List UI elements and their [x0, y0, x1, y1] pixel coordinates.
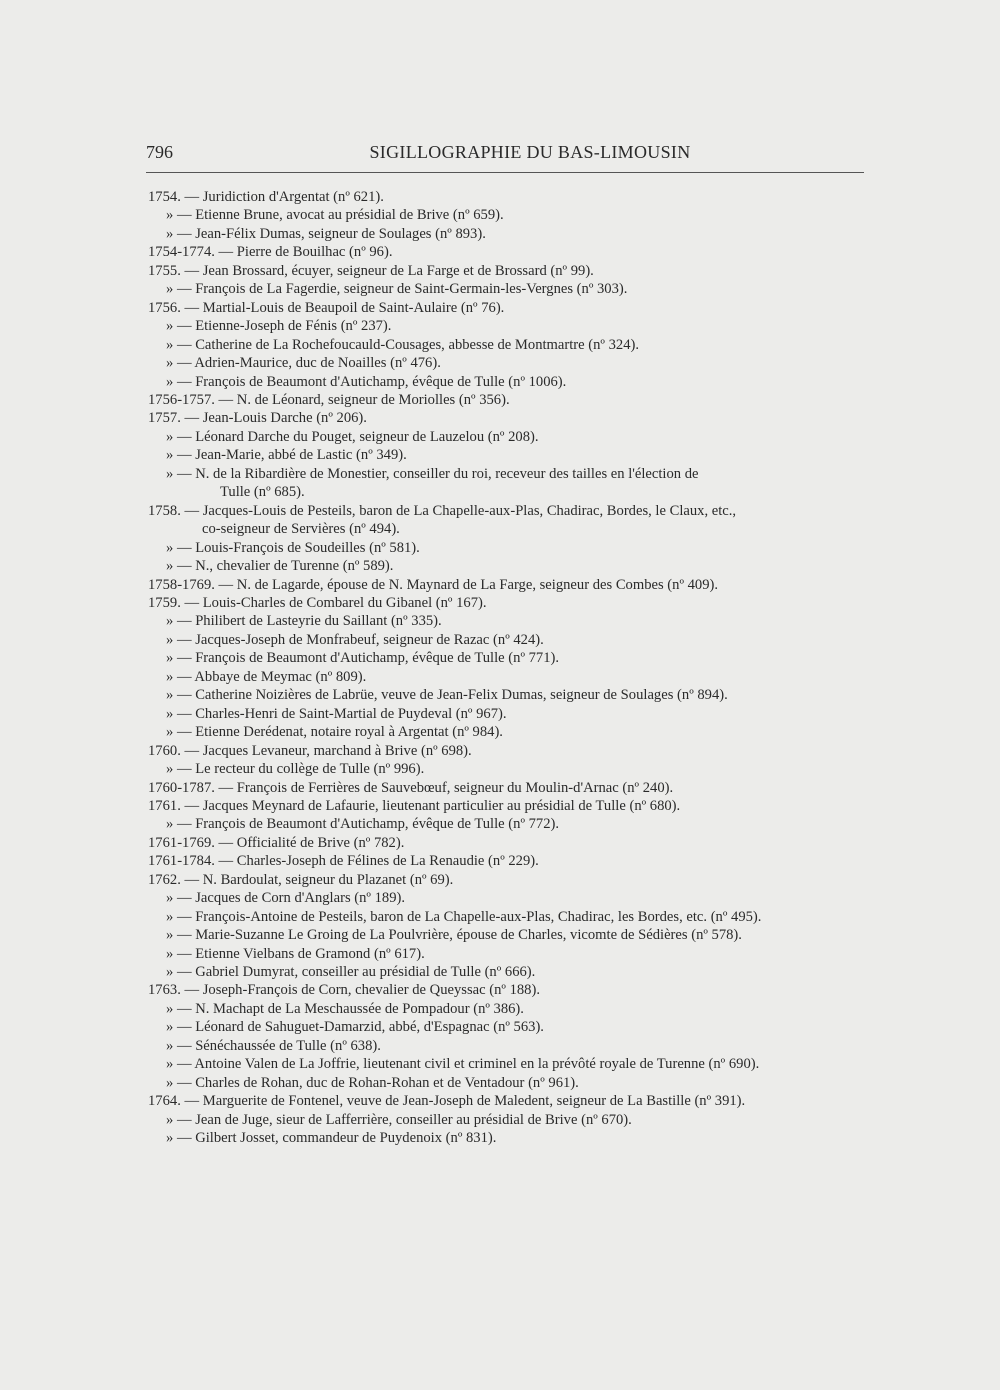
ditto-mark: »: [166, 945, 174, 962]
ditto-mark: »: [166, 1130, 174, 1147]
list-item: [148, 206, 872, 224]
ditto-mark: »: [166, 631, 174, 648]
page-number: 796: [146, 142, 173, 162]
list-item: [148, 317, 872, 335]
entry-text: — N., chevalier de Turenne (nº 589).: [176, 558, 394, 575]
entry-date: 1759.: [148, 594, 181, 611]
ditto-mark: »: [166, 650, 174, 667]
entry-date: 1756-1757.: [148, 391, 215, 408]
list-item: [148, 981, 872, 999]
list-item: [148, 1111, 872, 1129]
entry-text: — Jean de Juge, sieur de Lafferrière, conseiller au présidial de Brive (nº 670).: [176, 1111, 632, 1128]
entry-text: — Jacques de Corn d'Anglars (nº 189).: [176, 890, 405, 907]
list-item: [148, 668, 872, 686]
ditto-mark: »: [166, 816, 174, 833]
list-item: [148, 631, 872, 649]
ditto-mark: »: [166, 336, 174, 353]
entry-date: 1764.: [148, 1093, 181, 1110]
entry-text: — Jacques-Joseph de Monfrabeuf, seigneur de Razac (nº 424).: [176, 631, 544, 648]
entry-continuation: co-seigneur de Servières (nº 494).: [202, 521, 400, 538]
list-item: [148, 686, 872, 704]
entry-date: 1755.: [148, 262, 181, 279]
ditto-mark: »: [166, 355, 174, 372]
list-item: [148, 391, 872, 409]
list-item: [148, 742, 872, 760]
entry-text: — Charles de Rohan, duc de Rohan-Rohan et de Ventadour (nº 961).: [176, 1074, 579, 1091]
entry-text: — Antoine Valen de La Joffrie, lieutenant civil et criminel en la prévôté royale de Turenne (nº 690).: [176, 1056, 760, 1073]
ditto-mark: »: [166, 1074, 174, 1091]
entry-text: — Jean Brossard, écuyer, seigneur de La Farge et de Brossard (nº 99).: [184, 262, 594, 279]
ditto-mark: »: [166, 927, 174, 944]
entry-text: — N. de Léonard, seigneur de Moriolles (nº 356).: [218, 391, 510, 408]
entry-text: — Louis-François de Soudeilles (nº 581).: [176, 539, 420, 556]
list-item: [148, 815, 872, 833]
list-item: [148, 705, 872, 723]
entry-text: — Martial-Louis de Beaupoil de Saint-Aulaire (nº 76).: [184, 299, 505, 316]
list-item: [148, 963, 872, 981]
entry-text: — Juridiction d'Argentat (nº 621).: [184, 189, 384, 205]
entry-list: [148, 188, 872, 1148]
entry-text: — Jacques Meynard de Lafaurie, lieutenant particulier au présidial de Tulle (nº 680).: [184, 797, 681, 814]
entry-date: 1754.: [148, 189, 181, 205]
list-item: [148, 299, 872, 317]
ditto-mark: »: [166, 724, 174, 741]
entry-date: 1761-1769.: [148, 834, 215, 851]
entry-text: — Charles-Henri de Saint-Martial de Puydeval (nº 967).: [176, 705, 507, 722]
list-item: [148, 612, 872, 630]
entry-date: 1761-1784.: [148, 853, 215, 870]
entry-text: — Etienne Brune, avocat au présidial de Brive (nº 659).: [176, 207, 504, 224]
list-item: [148, 243, 872, 261]
list-item: [148, 649, 872, 667]
entry-text: — Jean-Félix Dumas, seigneur de Soulages (nº 893).: [176, 225, 486, 242]
list-item: [148, 1074, 872, 1092]
entry-text: — Joseph-François de Corn, chevalier de Queyssac (nº 188).: [184, 982, 540, 999]
list-item: [148, 188, 872, 206]
entry-text: — N. Machapt de La Meschaussée de Pompadour (nº 386).: [176, 1000, 524, 1017]
list-item: [148, 908, 872, 926]
entry-date: 1757.: [148, 410, 181, 427]
entry-text: — Abbaye de Meymac (nº 809).: [176, 668, 367, 685]
list-item: [148, 1092, 872, 1110]
entry-date: 1760.: [148, 742, 181, 759]
list-item: [148, 871, 872, 889]
entry-text: — Catherine Noizières de Labrüe, veuve de Jean-Felix Dumas, seigneur de Soulages (nº 894).: [176, 687, 728, 704]
entry-text: — Adrien-Maurice, duc de Noailles (nº 476).: [176, 355, 441, 372]
entry-date: 1758-1769.: [148, 576, 215, 593]
ditto-mark: »: [166, 613, 174, 630]
entry-date: 1754-1774.: [148, 244, 215, 261]
entry-text: — Jacques-Louis de Pesteils, baron de La Chapelle-aux-Plas, Chadirac, Bordes, le Claux, etc.,: [184, 502, 737, 519]
ditto-mark: »: [166, 539, 174, 556]
ditto-mark: »: [166, 207, 174, 224]
entry-text: — Charles-Joseph de Félines de La Renaudie (nº 229).: [218, 853, 539, 870]
entry-text: — Léonard Darche du Pouget, seigneur de Lauzelou (nº 208).: [176, 428, 539, 445]
entry-text: — Marie-Suzanne Le Groing de La Poulvrière, épouse de Charles, vicomte de Sédières (nº 578).: [176, 927, 742, 944]
ditto-mark: »: [166, 890, 174, 907]
running-title: SIGILLOGRAPHIE DU BAS-LIMOUSIN: [369, 142, 691, 162]
entry-text: — Jean-Louis Darche (nº 206).: [184, 410, 367, 427]
entry-text: — Jacques Levaneur, marchand à Brive (nº 698).: [184, 742, 472, 759]
list-item: [148, 723, 872, 741]
ditto-mark: »: [166, 964, 174, 981]
list-item: [148, 354, 872, 372]
entry-text: — Marguerite de Fontenel, veuve de Jean-Joseph de Maledent, seigneur de La Bastille (nº 391).: [184, 1093, 746, 1110]
ditto-mark: »: [166, 1056, 174, 1073]
list-item: [148, 262, 872, 280]
list-item: [148, 594, 872, 612]
ditto-mark: »: [166, 373, 174, 390]
ditto-mark: »: [166, 318, 174, 335]
ditto-mark: »: [166, 447, 174, 464]
list-item: [148, 539, 872, 557]
ditto-mark: »: [166, 1019, 174, 1036]
entry-text: — Etienne-Joseph de Fénis (nº 237).: [176, 318, 392, 335]
entry-text: — Officialité de Brive (nº 782).: [218, 834, 405, 851]
list-item: [148, 576, 872, 594]
entry-text: — François de La Fagerdie, seigneur de Saint-Germain-les-Vergnes (nº 303).: [176, 281, 628, 298]
list-item: [148, 373, 872, 391]
ditto-mark: »: [166, 1000, 174, 1017]
list-item: [148, 1055, 872, 1073]
list-item: [148, 760, 872, 778]
ditto-mark: »: [166, 1111, 174, 1128]
list-item: [148, 336, 872, 354]
entry-text: — Léonard de Sahuguet-Damarzid, abbé, d'Espagnac (nº 563).: [176, 1019, 544, 1036]
page-header: [146, 142, 864, 166]
ditto-mark: »: [166, 281, 174, 298]
entry-text: — Philibert de Lasteyrie du Saillant (nº 335).: [176, 613, 442, 630]
entry-date: 1756.: [148, 299, 181, 316]
list-item: [148, 428, 872, 446]
ditto-mark: »: [166, 225, 174, 242]
entry-text: — Gabriel Dumyrat, conseiller au présidial de Tulle (nº 666).: [176, 964, 536, 981]
list-item: [148, 1000, 872, 1018]
list-item: [148, 852, 872, 870]
entry-text: — François de Beaumont d'Autichamp, évêque de Tulle (nº 772).: [176, 816, 560, 833]
list-item: [148, 1037, 872, 1055]
ditto-mark: »: [166, 668, 174, 685]
entry-text: — N. Bardoulat, seigneur du Plazanet (nº 69).: [184, 871, 454, 888]
ditto-mark: »: [166, 1037, 174, 1054]
entry-text: — Etienne Vielbans de Gramond (nº 617).: [176, 945, 425, 962]
entry-text: — Louis-Charles de Combarel du Gibanel (nº 167).: [184, 594, 487, 611]
entry-continuation: Tulle (nº 685).: [220, 484, 305, 501]
entry-text: — N. de Lagarde, épouse de N. Maynard de La Farge, seigneur des Combes (nº 409).: [218, 576, 719, 593]
entry-text: — Jean-Marie, abbé de Lastic (nº 349).: [176, 447, 407, 464]
entry-text: — François de Beaumont d'Autichamp, évêque de Tulle (nº 1006).: [176, 373, 567, 390]
list-item: [148, 1129, 872, 1147]
entry-text: — Gilbert Josset, commandeur de Puydenoix (nº 831).: [176, 1130, 497, 1147]
list-item: [148, 446, 872, 464]
list-item: [148, 797, 872, 815]
ditto-mark: »: [166, 705, 174, 722]
entry-text: — Catherine de La Rochefoucauld-Cousages, abbesse de Montmartre (nº 324).: [176, 336, 640, 353]
header-rule: [146, 172, 864, 173]
ditto-mark: »: [166, 908, 174, 925]
ditto-mark: »: [166, 465, 174, 482]
entry-text: — N. de la Ribardière de Monestier, conseiller du roi, receveur des tailles en l'élection de: [176, 465, 699, 482]
list-item: [148, 834, 872, 852]
entry-date: 1758.: [148, 502, 181, 519]
entry-text: — Sénéchaussée de Tulle (nº 638).: [176, 1037, 381, 1054]
list-item: [148, 926, 872, 944]
list-item: [148, 557, 872, 575]
list-item: [148, 409, 872, 427]
list-item: [148, 945, 872, 963]
entry-date: 1761.: [148, 797, 181, 814]
list-item: [148, 280, 872, 298]
list-item: [148, 465, 872, 502]
entry-text: — François-Antoine de Pesteils, baron de La Chapelle-aux-Plas, Chadirac, les Bordes, etc. (nº 495).: [176, 908, 762, 925]
ditto-mark: »: [166, 761, 174, 778]
entry-date: 1762.: [148, 871, 181, 888]
entry-text: — Pierre de Bouilhac (nº 96).: [218, 244, 393, 261]
entry-text: — Le recteur du collège de Tulle (nº 996).: [176, 761, 425, 778]
entry-text: — Etienne Derédenat, notaire royal à Argentat (nº 984).: [176, 724, 503, 741]
ditto-mark: »: [166, 428, 174, 445]
entry-date: 1760-1787.: [148, 779, 215, 796]
ditto-mark: »: [166, 558, 174, 575]
list-item: [148, 225, 872, 243]
list-item: [148, 1018, 872, 1036]
list-item: [148, 889, 872, 907]
entry-text: — François de Beaumont d'Autichamp, évêque de Tulle (nº 771).: [176, 650, 560, 667]
ditto-mark: »: [166, 687, 174, 704]
entry-date: 1763.: [148, 982, 181, 999]
list-item: [148, 502, 872, 539]
list-item: [148, 779, 872, 797]
entry-text: — François de Ferrières de Sauvebœuf, seigneur du Moulin-d'Arnac (nº 240).: [218, 779, 674, 796]
